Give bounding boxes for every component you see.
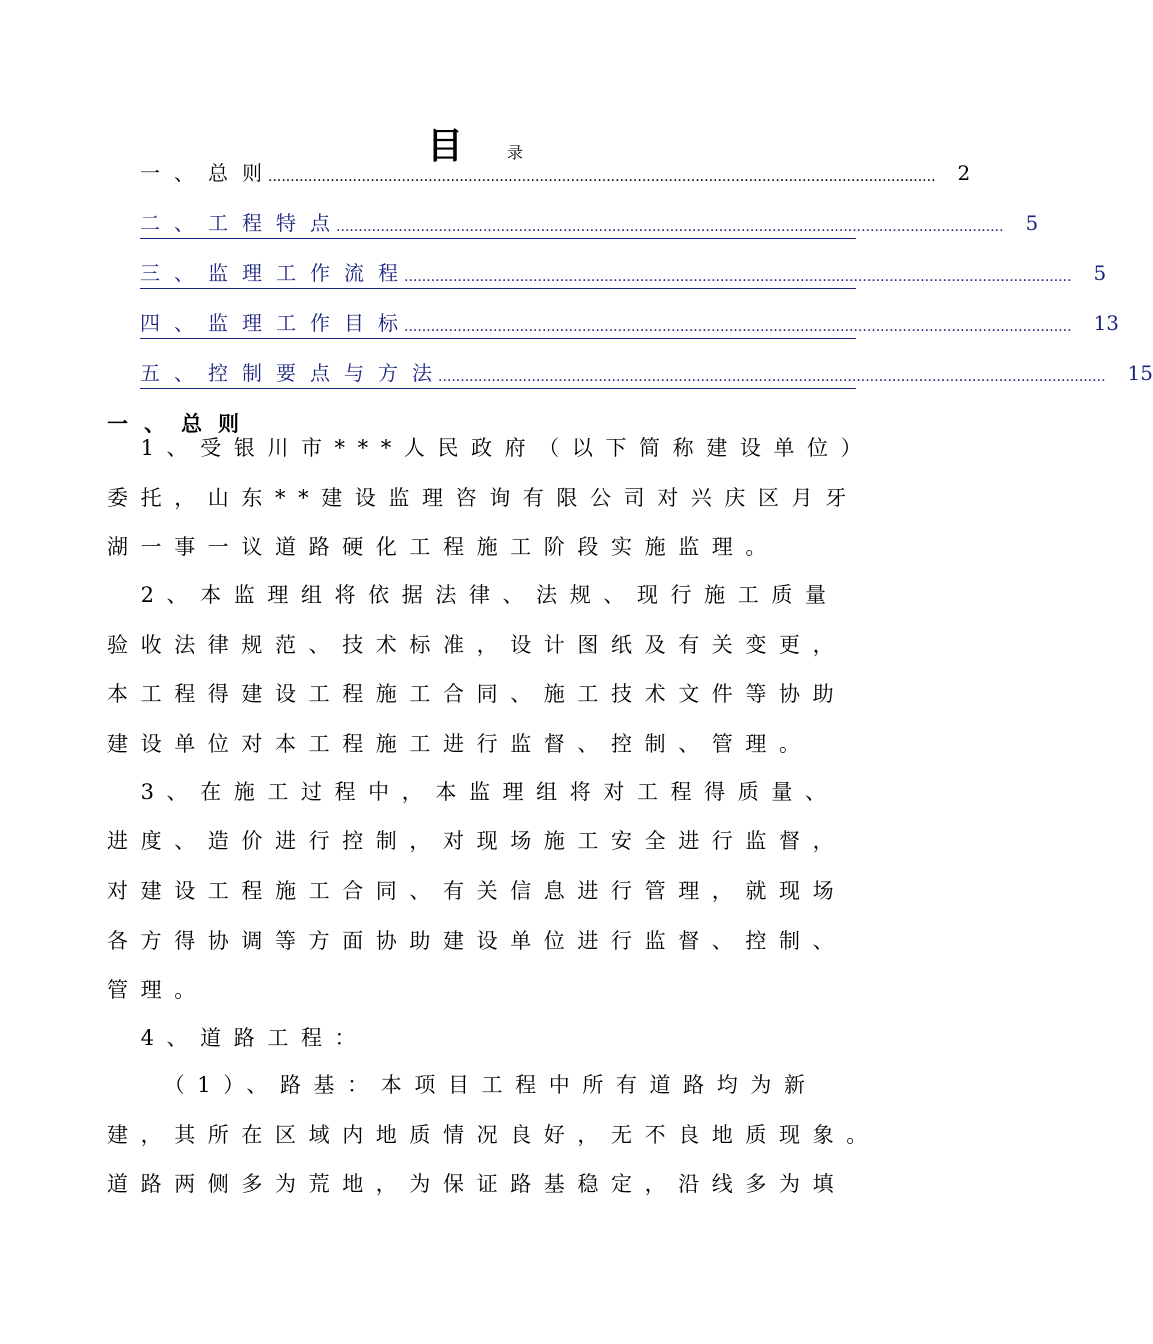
toc-leader-dots: ...................................................................................................................................................... [404, 319, 1072, 335]
body-line: 建，其所在区域内地质情况良好，无不良地质现象。 [107, 1123, 880, 1147]
toc-entry-page: 13 [1093, 311, 1119, 335]
body-line: 管理。 [107, 978, 208, 1002]
toc-entry-label: 三、监理工作流程 [140, 261, 412, 285]
toc-entry-page: 5 [1025, 211, 1039, 235]
body-line: 各方得协调等方面协助建设单位进行监督、控制、 [107, 929, 847, 953]
body-line: 1、受银川市***人民政府（以下简称建设单位） [107, 436, 875, 460]
body-line: 道路两侧多为荒地，为保证路基稳定，沿线多为填 [107, 1172, 847, 1196]
body-line: 验收法律规范、技术标准，设计图纸及有关变更， [107, 633, 847, 657]
body-line: 对建设工程施工合同、有关信息进行管理，就现场 [107, 879, 847, 903]
toc-entry-4[interactable] [140, 308, 1119, 339]
body-line: 3、在施工过程中，本监理组将对工程得质量、 [107, 780, 839, 804]
body-line: 本工程得建设工程施工合同、施工技术文件等协助 [107, 682, 847, 706]
toc-entry-label: 二、工程特点 [140, 211, 344, 235]
toc-title-main: 目 [426, 125, 463, 167]
toc-entry-label: 五、控制要点与方法 [140, 361, 446, 385]
toc-entry-page: 15 [1127, 361, 1153, 385]
toc-entry-label: 一、总则 [140, 161, 276, 185]
body-line: 进度、造价进行控制，对现场施工安全进行监督， [107, 829, 847, 853]
toc-entry-3[interactable] [140, 258, 1107, 289]
body-line: 4、道路工程： [107, 1026, 369, 1050]
toc-leader-dots: ...................................................................................................................................................... [336, 219, 1004, 235]
body-line: 建设单位对本工程施工进行监督、控制、管理。 [107, 732, 813, 756]
toc-entry-label: 四、监理工作目标 [140, 311, 412, 335]
toc-entry-page: 5 [1093, 261, 1107, 285]
toc-leader-dots: ...................................................................................................................................................... [438, 369, 1106, 385]
body-line: 2、本监理组将依据法律、法规、现行施工质量 [107, 583, 839, 607]
toc-title-sub: 录 [507, 143, 524, 162]
section-heading: 一、总则 [107, 411, 255, 436]
toc-entry-5[interactable] [140, 358, 1153, 389]
body-line: 委托，山东**建设监理咨询有限公司对兴庆区月牙 [107, 486, 859, 510]
body-line: （1）、路基：本项目工程中所有道路均为新 [107, 1073, 818, 1097]
toc-entry-1[interactable] [140, 158, 971, 188]
body-line: 湖一事一议道路硬化工程施工阶段实施监理。 [107, 535, 779, 559]
toc-entry-2[interactable] [140, 208, 1039, 239]
toc-leader-dots: ...................................................................................................................................................... [268, 169, 936, 185]
toc-leader-dots: ...................................................................................................................................................... [404, 269, 1072, 285]
toc-entry-page: 2 [957, 161, 971, 185]
